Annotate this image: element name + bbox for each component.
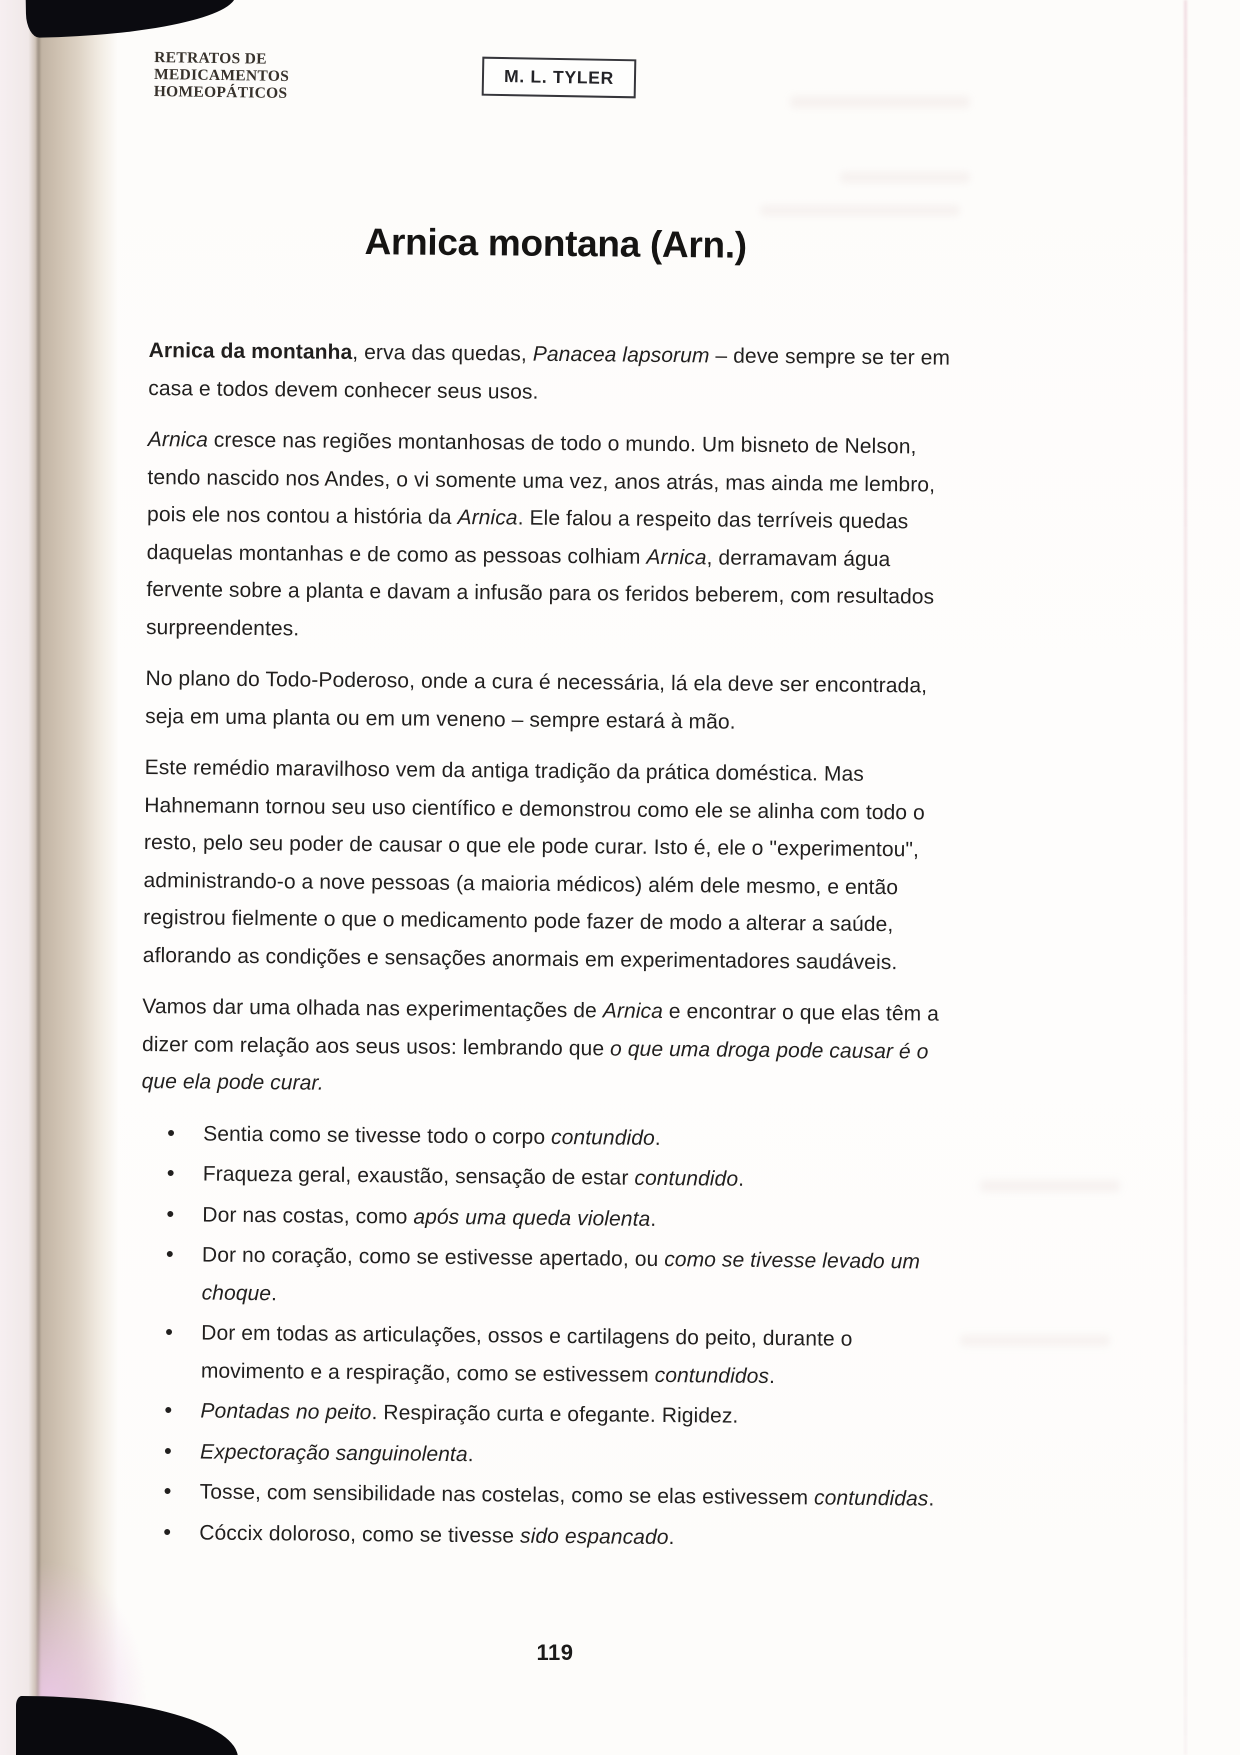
- bullet-text: [202, 1203, 656, 1230]
- ink-bleed-artifact: [840, 172, 970, 183]
- bullet-marker: •: [164, 1397, 173, 1423]
- chapter-title: Arnica montana (Arn.): [364, 221, 748, 266]
- ink-bleed-artifact: [790, 96, 970, 108]
- ink-bleed-artifact: [760, 205, 960, 216]
- text-segment: .: [668, 1525, 675, 1549]
- text-segment-italic: sido espancado: [519, 1524, 669, 1549]
- page-edge-highlight: [38, 1560, 148, 1710]
- paragraph: [141, 988, 954, 1108]
- text-segment: . Ele falou a respeito das terríveis quedas daquelas montanhas e de como as pessoas colhiam: [146, 506, 909, 569]
- text-segment-italic: Arnica: [147, 428, 209, 452]
- text-segment-italic: Pontadas no peito: [200, 1399, 372, 1425]
- series-imprint: [154, 49, 290, 102]
- symptom-list-item: [138, 1392, 950, 1437]
- imprint-line-1: RETRATOS DE: [154, 49, 267, 68]
- symptom-list: [137, 1115, 953, 1559]
- bullet-marker: •: [163, 1478, 172, 1504]
- scan-right-edge-line: [1184, 0, 1187, 1755]
- page-fold-line: [37, 30, 40, 1705]
- text-segment: Sentia como se tivesse todo o corpo: [203, 1122, 552, 1149]
- bullet-marker: •: [167, 1120, 176, 1146]
- scan-shadow-top-left: [26, 0, 237, 38]
- text-segment: No plano do Todo-Poderoso, onde a cura é necessária, lá ela deve ser encontrada, seja em uma planta ou em um veneno – sempre estará à mão.: [145, 667, 928, 734]
- paragraph: [148, 332, 961, 415]
- imprint-line-3: HOMEOPÁTICOS: [153, 83, 288, 102]
- text-segment: e encontrar o que elas têm a dizer com relação aos seus usos: lembrando que: [141, 1000, 940, 1061]
- bullet-marker: •: [166, 1201, 175, 1227]
- text-segment: .: [650, 1207, 657, 1231]
- text-segment: .: [738, 1168, 745, 1192]
- bullet-text: [200, 1481, 935, 1511]
- ink-bleed-artifact: [980, 1180, 1120, 1192]
- text-segment: Dor nas costas, como: [202, 1203, 414, 1229]
- text-segment-italic: contundidas: [813, 1486, 929, 1511]
- bullet-marker: •: [163, 1519, 172, 1545]
- body-paragraphs: [141, 332, 960, 1108]
- text-segment: .: [768, 1364, 776, 1388]
- bullet-text: [203, 1163, 745, 1191]
- text-segment-italic: Arnica: [646, 545, 707, 570]
- text-segment-italic: após uma queda violenta: [413, 1205, 651, 1231]
- text-segment: Vamos dar uma olhada nas experimentações de: [142, 995, 603, 1023]
- bullet-text: [201, 1322, 853, 1388]
- text-segment-bold: Arnica da montanha: [148, 339, 353, 365]
- text-segment-italic: contundido: [634, 1167, 739, 1192]
- text-segment-italic: contundido: [550, 1125, 655, 1150]
- text-segment-italic: Expectoração sanguinolenta: [199, 1440, 468, 1466]
- symptom-list-item: [138, 1433, 950, 1478]
- text-segment: . Respiração curta e ofegante. Rigidez.: [371, 1401, 739, 1429]
- bullet-marker: •: [165, 1319, 174, 1345]
- text-segment-italic: contundidos: [654, 1363, 770, 1388]
- text-segment-italic: Panacea lapsorum: [532, 343, 710, 368]
- bullet-text: [202, 1244, 921, 1305]
- text-segment-italic: o que uma droga pode causar é o que ela pode curar.: [141, 1037, 929, 1096]
- text-segment: Dor em todas as articulações, ossos e cartilagens do peito, durante o movimento e a respiração, como se estivessem: [200, 1321, 853, 1387]
- text-segment: Dor no coração, como se estivesse apertado, ou: [201, 1243, 665, 1272]
- symptom-list-item: [141, 1155, 953, 1200]
- symptom-list-item: [139, 1236, 952, 1319]
- symptom-list-item: [139, 1314, 952, 1397]
- bullet-text: [199, 1521, 674, 1549]
- text-segment-italic: como se tivesse levado um choque: [201, 1248, 921, 1306]
- paragraph: [143, 749, 957, 982]
- text-segment: cresce nas regiões montanhosas de todo o mundo. Um bisneto de Nelson, tendo nascido nos Andes, o vi somente uma vez, anos atrás, mas ainda me lembro, pois ele nos contou a história da: [146, 428, 936, 530]
- text-segment: .: [928, 1487, 935, 1511]
- symptom-list-item: [138, 1473, 950, 1518]
- scan-shadow-bottom-left: [16, 1696, 238, 1755]
- text-segment-italic: Arnica: [602, 999, 664, 1024]
- text-segment: Fraqueza geral, exaustão, sensação de estar: [202, 1162, 635, 1191]
- text-segment: .: [654, 1126, 661, 1150]
- bullet-text: [203, 1122, 661, 1149]
- text-segment: Cóccix doloroso, como se tivesse: [199, 1521, 521, 1548]
- text-segment: Este remédio maravilhoso vem da antiga tradição da prática doméstica. Mas Hahnemann tornou seu uso científico e demonstrou como ele se alinha com todo o resto, pelo seu poder de causar o que ele pode curar. Isto é, ele o "experimentou", administrando-o a nove pessoas (a maioria médicos) além dele mesmo, e então registrou fielmente o que o medicamento pode fazer de modo a alterar a saúde, aflorando as condições e sensações anormais em experimentadores saudáveis.: [142, 756, 925, 975]
- author-badge: [482, 57, 637, 99]
- text-segment: .: [467, 1442, 474, 1467]
- text-segment: – deve sempre se ter em casa e todos devem conhecer seus usos.: [148, 344, 951, 404]
- page-number: 119: [536, 1640, 574, 1665]
- paragraph: [146, 421, 960, 654]
- text-segment: Tosse, com sensibilidade nas costelas, como se elas estivessem: [199, 1480, 815, 1510]
- ink-bleed-artifact: [960, 1335, 1110, 1346]
- author-badge-label: M. L. TYLER: [503, 66, 615, 88]
- bullet-text: [200, 1400, 738, 1428]
- symptom-list-item: [137, 1514, 949, 1559]
- imprint-line-2: MEDICAMENTOS: [153, 66, 290, 85]
- symptom-list-item: [141, 1115, 953, 1160]
- bullet-marker: •: [163, 1438, 173, 1464]
- bullet-text: [200, 1440, 474, 1466]
- text-segment: .: [271, 1282, 278, 1306]
- paragraph: [145, 660, 958, 743]
- text-segment: , derramavam água fervente sobre a planta e davam a infusão para os feridos beberem, com resultados surpreendentes.: [145, 546, 935, 641]
- symptom-list-item: [140, 1196, 952, 1241]
- bullet-marker: •: [166, 1160, 175, 1186]
- text-segment: , erva das quedas,: [352, 341, 533, 367]
- text-segment-italic: Arnica: [457, 506, 518, 530]
- bullet-marker: •: [165, 1241, 174, 1267]
- page-edge-shading: [0, 0, 118, 1755]
- page-content: [137, 212, 962, 1562]
